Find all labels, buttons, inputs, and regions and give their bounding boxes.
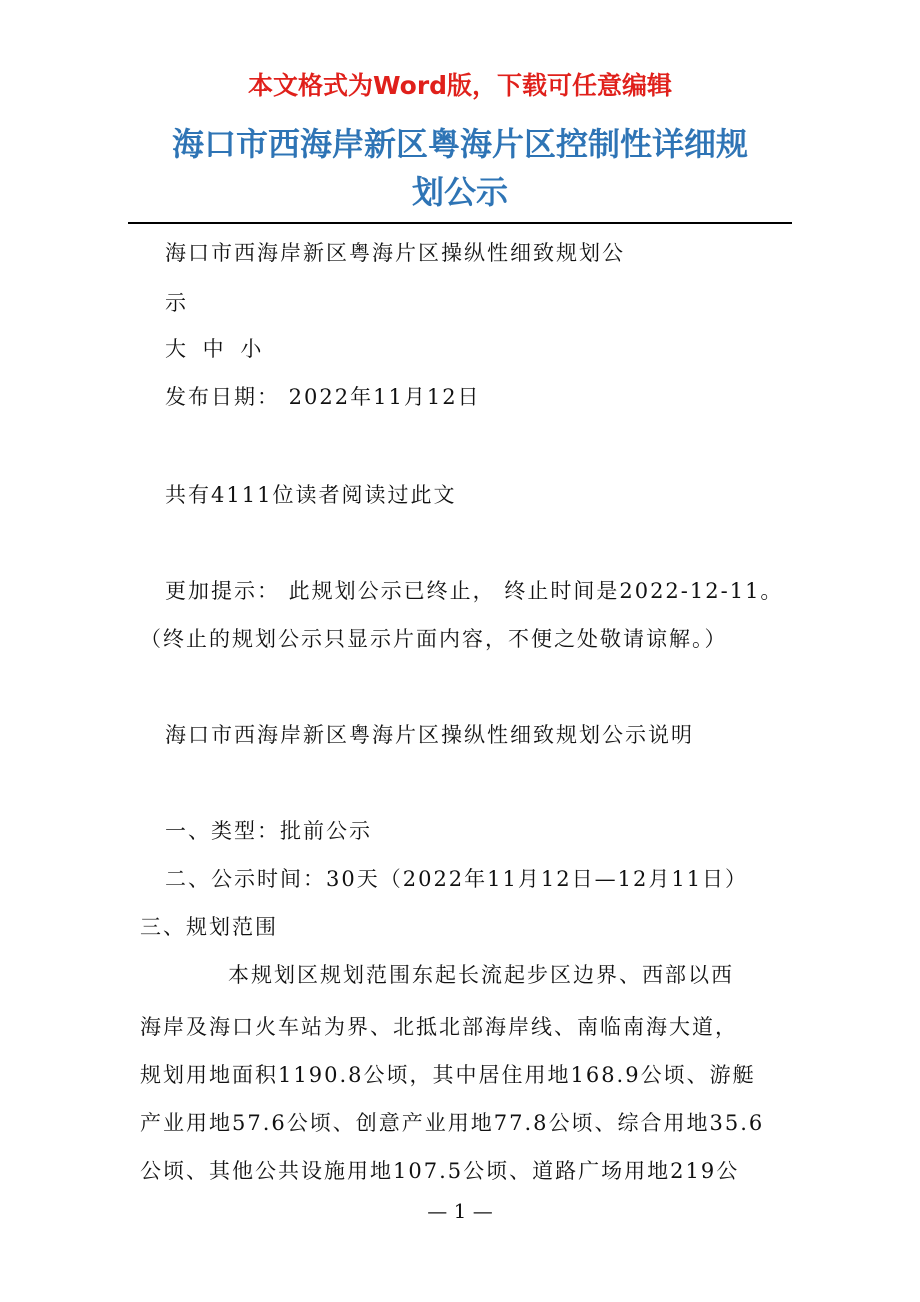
font-size-options[interactable]: 大 中 小 [165,337,262,361]
paragraph-line: 规划用地面积1190.8公顷，其中居住用地168.9公顷、游艇 [140,1063,756,1087]
title-divider [128,222,792,224]
title-line-2: 划公示 [411,173,508,211]
termination-tip: 更加提示： 此规划公示已终止， 终止时间是2022-12-11。 [165,579,784,603]
paragraph-line: 海岸及海口火车站为界、北抵北部海岸线、南临南海大道， [140,1015,738,1039]
subtitle-line-1: 海口市西海岸新区粤海片区操纵性细致规划公 [165,241,625,265]
document-title [130,120,790,216]
termination-note: （终止的规划公示只显示片面内容，不便之处敬请谅解。） [140,627,728,651]
item-period: 二、公示时间：30天（2022年11月12日—12月11日） [165,867,749,891]
subtitle-line-2: 示 [165,291,186,315]
download-notice: 本文格式为Word版，下载可任意编辑 [247,71,673,100]
section-heading: 海口市西海岸新区粤海片区操纵性细致规划公示说明 [165,723,694,747]
paragraph-line: 产业用地57.6公顷、创意产业用地77.8公顷、综合用地35.6 [140,1111,765,1135]
item-scope: 三、规划范围 [140,915,278,939]
reader-count: 共有4111位读者阅读过此文 [165,483,457,507]
item-type: 一、类型：批前公示 [165,819,372,843]
paragraph-line: 公顷、其他公共设施用地107.5公顷、道路广场用地219公 [140,1159,740,1183]
publish-date: 发布日期： 2022年11月12日 [165,385,481,409]
title-line-1: 海口市西海岸新区粤海片区控制性详细规 [171,125,748,163]
paragraph-line: 本规划区规划范围东起长流起步区边界、西部以西 [228,963,734,987]
page-number: — 1 — [427,1199,493,1223]
